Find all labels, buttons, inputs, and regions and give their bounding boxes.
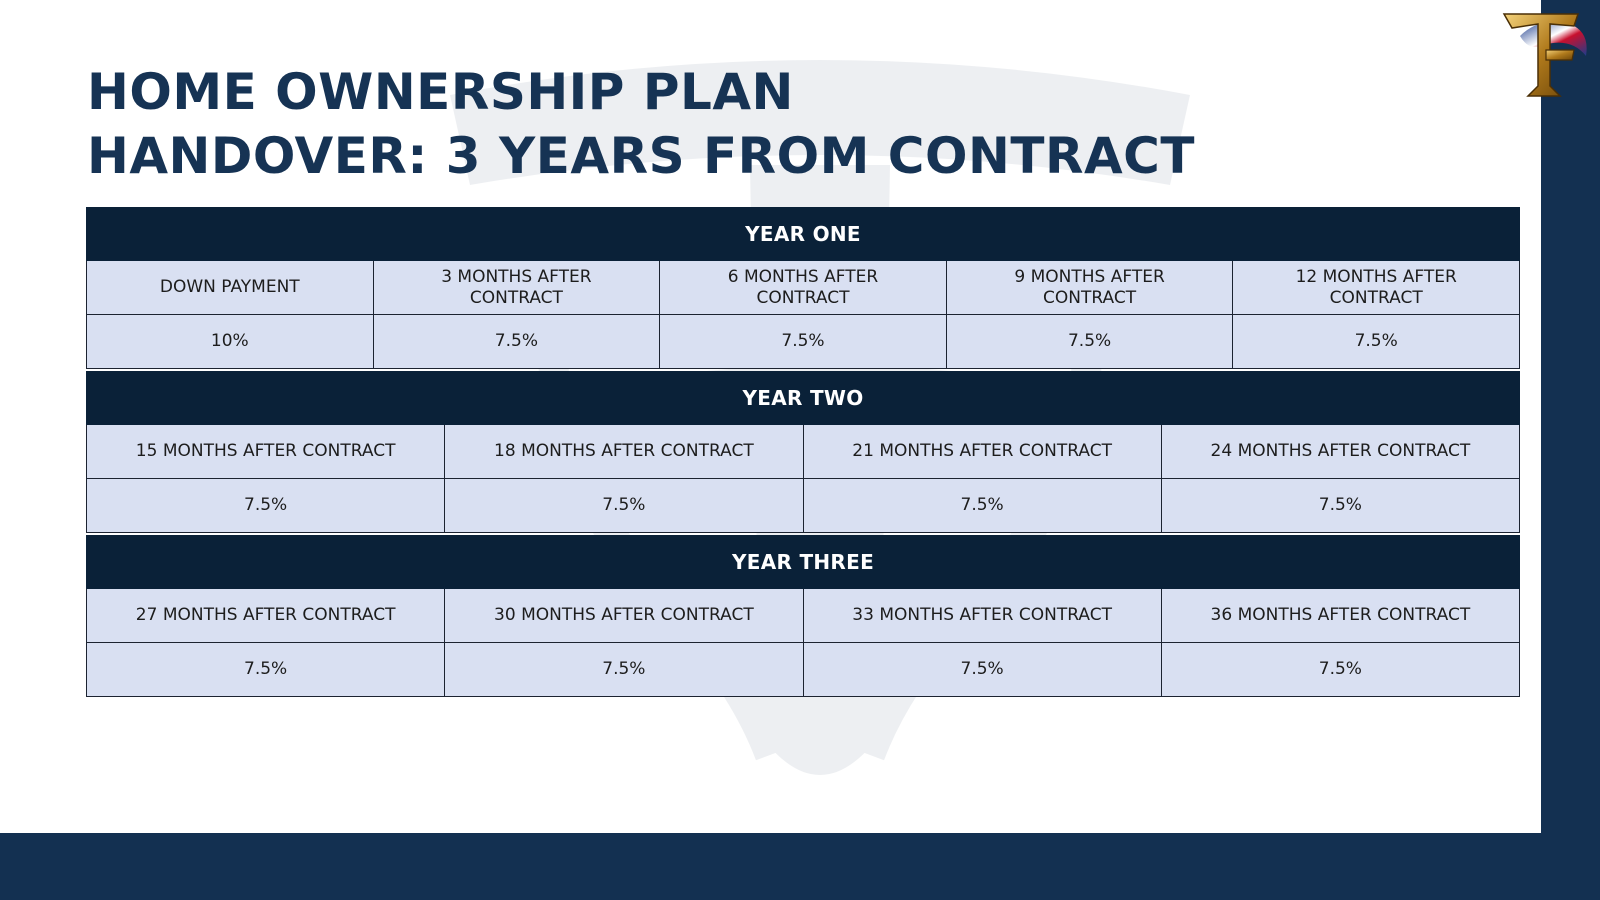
value-cell: 7.5%: [86, 479, 445, 533]
year-two-section: [86, 371, 1520, 533]
value-cell: 7.5%: [1233, 315, 1520, 369]
value-cell: 7.5%: [86, 643, 445, 697]
header-cell: DOWN PAYMENT: [86, 261, 374, 315]
year-three-header: YEAR THREE: [86, 535, 1520, 589]
header-cell: 21 MONTHS AFTER CONTRACT: [804, 425, 1162, 479]
header-cell: 12 MONTHS AFTER CONTRACT: [1233, 261, 1520, 315]
header-cell: 15 MONTHS AFTER CONTRACT: [86, 425, 445, 479]
value-cell: 7.5%: [804, 643, 1162, 697]
tf-monogram-logo-icon: [1500, 6, 1594, 102]
header-cell: 9 MONTHS AFTER CONTRACT: [947, 261, 1234, 315]
year-one-section: [86, 207, 1520, 369]
value-cell: 10%: [86, 315, 374, 369]
header-cell: 3 MONTHS AFTER CONTRACT: [374, 261, 661, 315]
year-two-values-row: [86, 479, 1520, 533]
value-cell: 7.5%: [1162, 643, 1520, 697]
header-cell: 36 MONTHS AFTER CONTRACT: [1162, 589, 1520, 643]
value-cell: 7.5%: [374, 315, 661, 369]
bottom-footer-band: [0, 833, 1600, 900]
year-one-values-row: [86, 315, 1520, 369]
value-cell: 7.5%: [660, 315, 947, 369]
header-cell: 27 MONTHS AFTER CONTRACT: [86, 589, 445, 643]
value-cell: 7.5%: [445, 479, 803, 533]
year-two-header: YEAR TWO: [86, 371, 1520, 425]
title-line-1: HOME OWNERSHIP PLAN: [87, 63, 794, 121]
year-one-headers-row: [86, 261, 1520, 315]
header-cell: 6 MONTHS AFTER CONTRACT: [660, 261, 947, 315]
title-line-2: HANDOVER: 3 YEARS FROM CONTRACT: [87, 127, 1195, 185]
year-three-values-row: [86, 643, 1520, 697]
value-cell: 7.5%: [1162, 479, 1520, 533]
header-cell: 30 MONTHS AFTER CONTRACT: [445, 589, 803, 643]
header-cell: 24 MONTHS AFTER CONTRACT: [1162, 425, 1520, 479]
year-three-section: [86, 535, 1520, 697]
value-cell: 7.5%: [947, 315, 1234, 369]
right-accent-band: [1541, 0, 1600, 900]
year-two-headers-row: [86, 425, 1520, 479]
header-cell: 18 MONTHS AFTER CONTRACT: [445, 425, 803, 479]
value-cell: 7.5%: [445, 643, 803, 697]
year-three-headers-row: [86, 589, 1520, 643]
header-cell: 33 MONTHS AFTER CONTRACT: [804, 589, 1162, 643]
page-title: [87, 60, 1195, 188]
year-one-header: YEAR ONE: [86, 207, 1520, 261]
value-cell: 7.5%: [804, 479, 1162, 533]
payment-plan-table: [86, 207, 1520, 697]
